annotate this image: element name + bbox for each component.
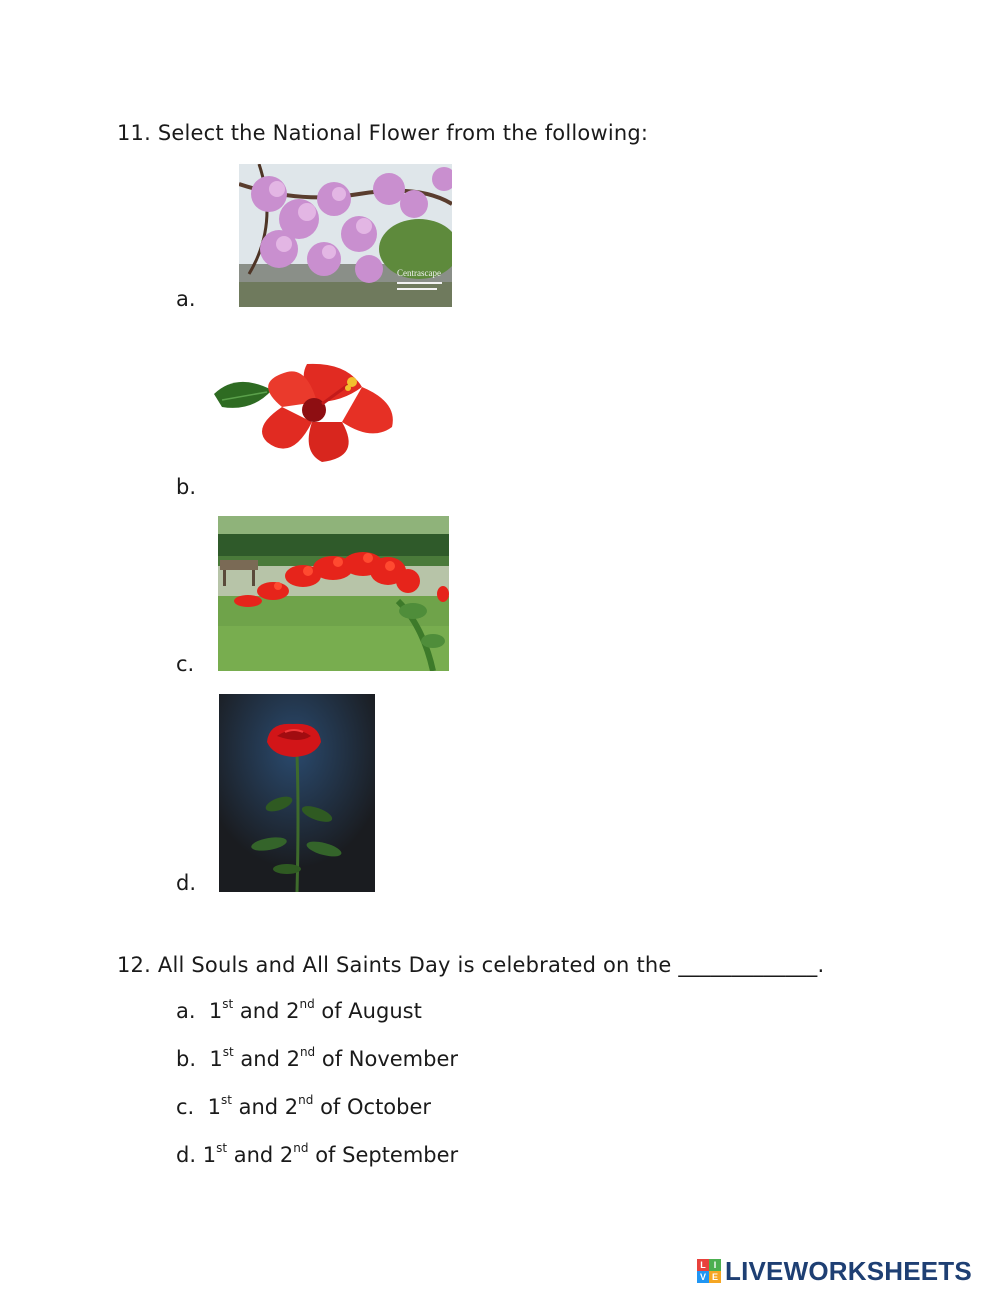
q11-option-a-image[interactable] [239,164,452,307]
red-rose-photo [219,694,375,892]
question-12-text: 12. All Souls and All Saints Day is celebrated on the _____________. [117,953,825,977]
q12-option-c[interactable]: c. 1st and 2nd of October [176,1093,432,1119]
q11-option-b-letter: b. [176,475,197,499]
liveworksheets-cube-icon: L I V E [697,1259,721,1283]
q11-option-d-letter: d. [176,871,197,895]
q11-option-b-image[interactable] [212,362,398,466]
q12-option-a[interactable]: a. 1st and 2nd of August [176,997,422,1023]
liveworksheets-logo [697,1255,997,1287]
pink-poui-tree-photo [239,164,452,307]
question-11-text: 11. Select the National Flower from the following: [117,121,649,145]
q12-option-d[interactable]: d. 1st and 2nd of September [176,1141,459,1167]
q11-option-d-image[interactable] [219,694,375,892]
chaconia-flower-photo [218,516,449,671]
q11-option-c-letter: c. [176,652,195,676]
q11-option-c-image[interactable] [218,516,449,671]
q12-option-b[interactable]: b. 1st and 2nd of November [176,1045,459,1071]
brand-name: LIVEWORKSHEETS [725,1255,972,1286]
watermark-text: Centrascape [397,268,441,278]
red-hibiscus-photo [212,362,398,466]
q11-option-a-letter: a. [176,287,196,311]
